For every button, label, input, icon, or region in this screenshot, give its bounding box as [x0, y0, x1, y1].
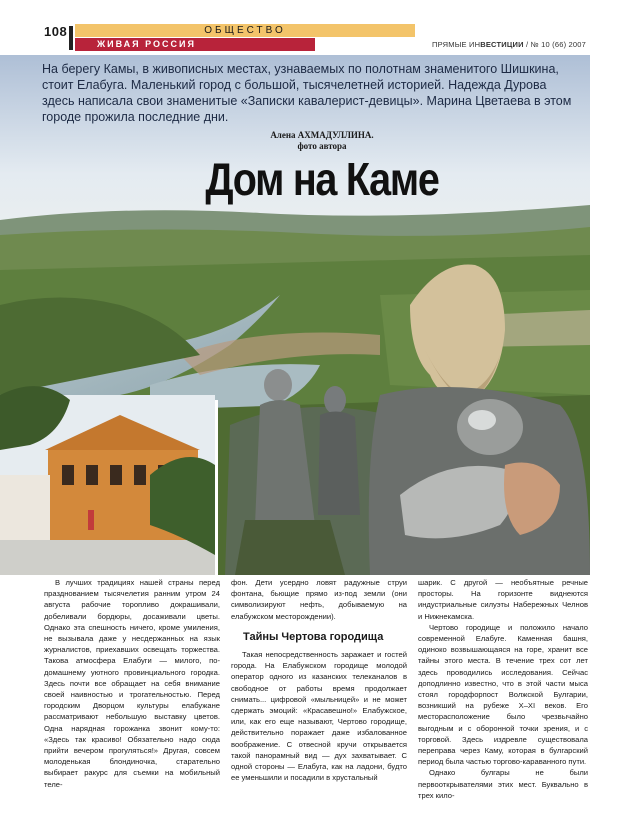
paragraph: Однако булгары не были первооткрывателями этих мест. Буквально в трех кило-: [418, 768, 588, 800]
article-column-1: [44, 577, 220, 790]
magazine-issue: / № 10 (66) 2007: [523, 40, 587, 49]
byline: [0, 130, 644, 152]
paragraph: шарик. С другой — необъятные речные просторы. На горизонте виднеются индустриальные силуэты Набережных Челнов и Нижнекамска.: [418, 578, 588, 621]
page-number: 108: [44, 24, 68, 39]
article-column-3: [418, 577, 588, 801]
magazine-info: [432, 40, 586, 49]
headline: Дом на Каме: [205, 153, 439, 205]
rubric-label: ЖИВАЯ РОССИЯ: [75, 38, 315, 51]
paragraph: В лучших традициях нашей страны перед празднованием тысячелетия ранним утром 24 августа рабочие торопливо докрашивали, добеливали бордюры, досаживали цветы. Однако эта спешность ничего, кроме умиления, не вызывала даже у несдержанных на язык журналистов, приехавших освещать торжества. Такова атмосфера Елабуги — милого, по-домашнему уютного провинциального городка. Здесь почти все обращает на себя внимание своей наивностью и трогательностью. Перед городским Дворцом культуры елабужане рассматривают небольшую выставку цветов. Одна нарядная горожанка звонит кому-то: «Здесь так красиво! Обязательно надо сюда прийти вечером прогуляться!» Другая, совсем молоденькая блондиночка, старательно выбирает ракурс для съемки на мобильный теле-: [44, 578, 220, 789]
page-number-divider: [69, 26, 73, 50]
paragraph: Чертово городище и положило начало современной Елабуге. Каменная башня, одиноко возвышающаяся на горе, хранит все тайны этого места. В течение трех сот лет здесь проводились исследования. Сейчас доподлинно известно, что в этой части мыса стоял городфорпост Волжской Булгарии, возникший на рубеже X–XI веков. Его месторасположение было чрезвычайно выгодным и с оборонной точки зрения, и с торговой. Здесь издревле существовала переправа через Каму, которая в булгарский период была частью торгово-караванного пути.: [418, 622, 588, 767]
house-photo: [0, 386, 215, 575]
paragraph: фон. Дети усердно ловят радужные струи фонтана, бьющие прямо из-под земли (они символизируют нефть, добываемую на елабужском месторождении).: [231, 578, 407, 621]
paragraph: Такая непосредственность заражает и гостей города. На Елабужском городище молодой оператор одного из казанских телеканалов в свободное от работы время продолжает снимать... цифровой «мыльницей» и не может сдержать эмоций: «Красавешно!» Елабужское, или, как его еще называют, Чертово городище, действительно поражает даже избалованное воображение. С отвесной кручи открывается такой панорамный вид — дух захватывает. С одной стороны — Елабуга, как на ладони, будто ее уменьшили и посадили в хрустальный: [231, 650, 407, 783]
byline-photo-credit: фото автора: [297, 141, 347, 151]
magazine-bold: ВЕСТИЦИИ: [480, 40, 524, 49]
section-label: ОБЩЕСТВО: [75, 24, 415, 37]
byline-author: Алена АХМАДУЛЛИНА.: [270, 130, 374, 140]
photo-divider: [215, 400, 218, 575]
article-lede: На берегу Камы, в живописных местах, узнаваемых по полотнам знаменитого Шишкина, стоит Елабуга. Маленький город с большой, тысячелетней историей. Надежда Дурова здесь написала свои знаменитые «Записки кавалерист-девицы». Марина Цветаева в этом городе прожила последние дни.: [42, 62, 572, 124]
magazine-prefix: ПРЯМЫЕ ИН: [432, 40, 481, 49]
subheading: Тайны Чертова городища: [243, 630, 384, 643]
article-column-2: [231, 577, 407, 783]
